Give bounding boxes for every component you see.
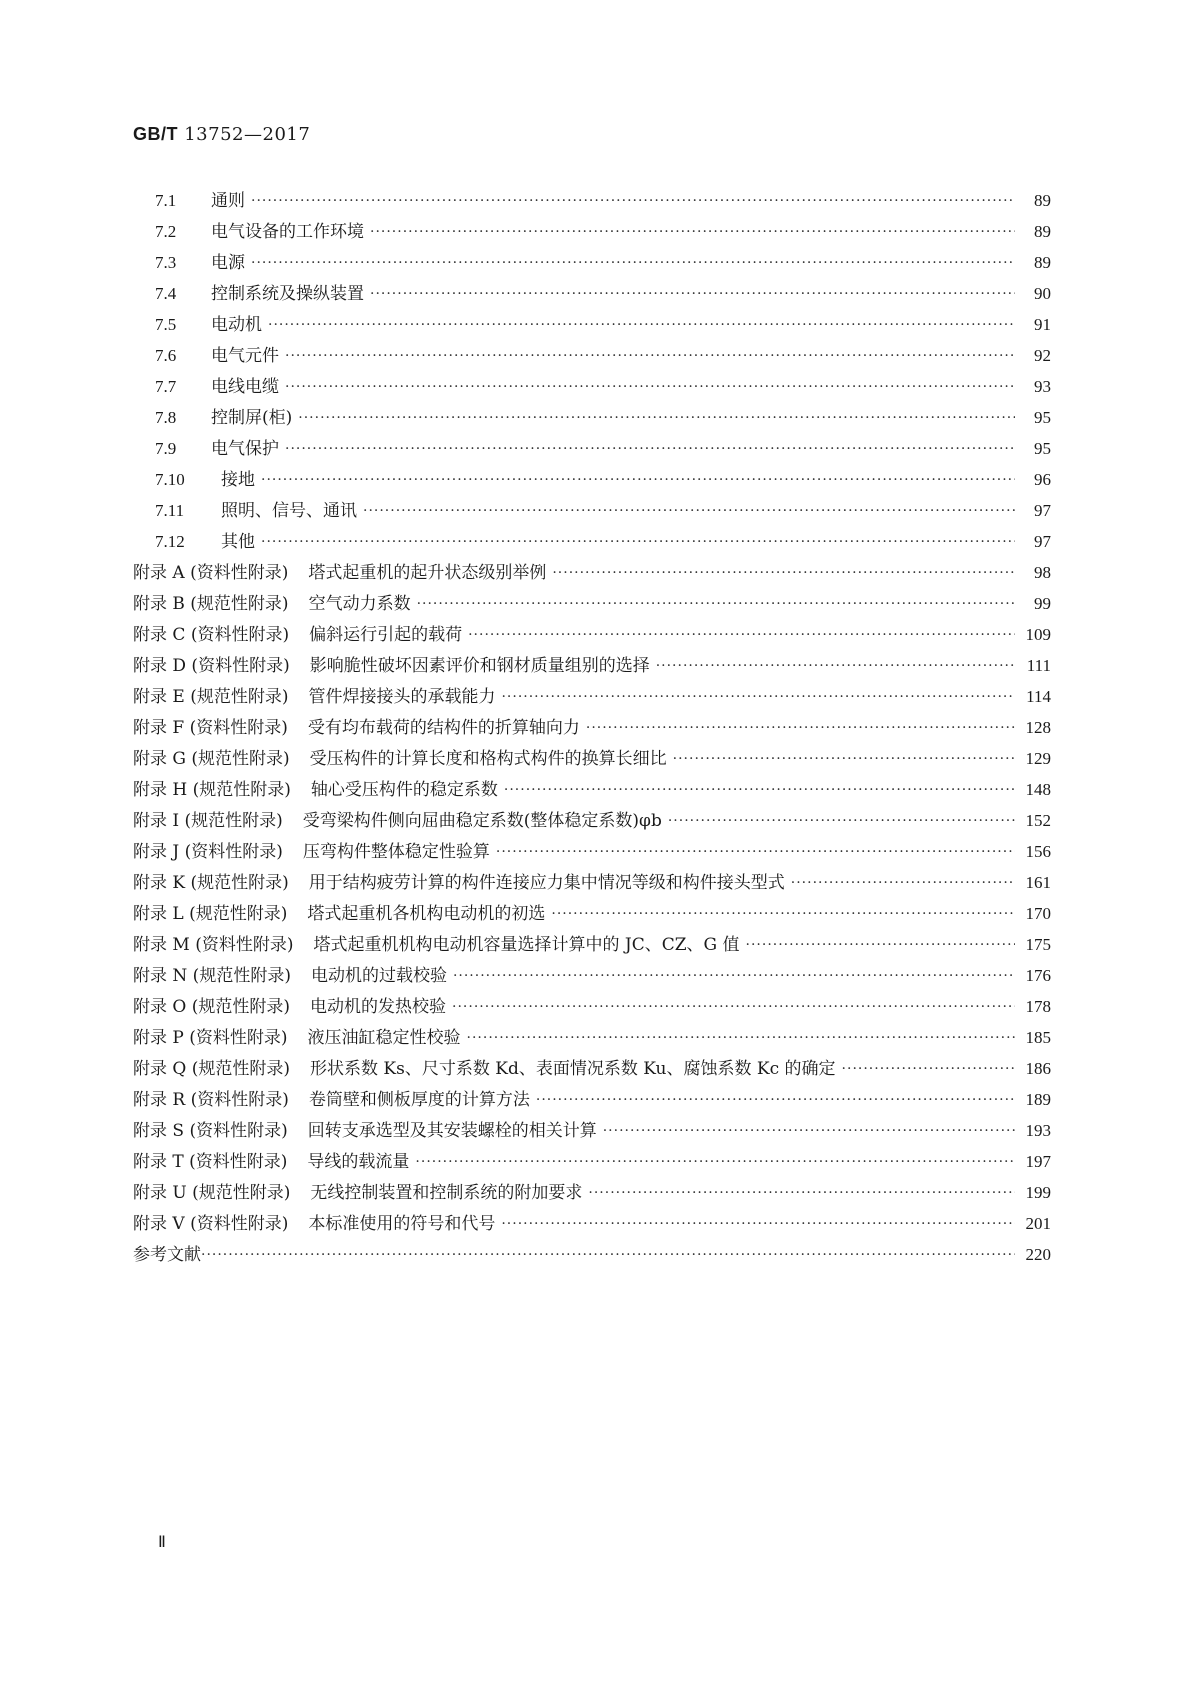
toc-appendix-entry[interactable]	[133, 769, 1051, 800]
toc-page: 176	[1025, 966, 1051, 985]
toc-title: 塔式起重机的起升状态级别举例	[308, 563, 547, 583]
dot-leader	[370, 222, 1015, 242]
dot-leader	[552, 563, 1015, 583]
appendix-label: 附录 V (资料性附录)	[133, 1214, 289, 1234]
toc-page: 197	[1025, 1152, 1051, 1171]
toc-entry[interactable]: 7.1 通则 ····· 89	[133, 180, 1051, 211]
dot-leader	[501, 1214, 1015, 1234]
dot-leader	[588, 1183, 1015, 1203]
toc-appendix-entry[interactable]	[133, 924, 1051, 955]
appendix-label: 附录 J (资料性附录)	[133, 842, 283, 862]
toc-page: 91	[1034, 315, 1051, 334]
dot-leader	[504, 780, 1015, 800]
toc-page: 185	[1025, 1028, 1051, 1047]
appendix-label: 附录 U (规范性附录)	[133, 1183, 291, 1203]
dot-leader	[673, 749, 1015, 769]
dot-leader	[251, 253, 1015, 273]
page-header	[133, 124, 310, 145]
toc-entry[interactable]: 7.12 其他 ····· 97	[133, 521, 1051, 552]
toc-page: 97	[1034, 532, 1051, 551]
toc-page: 220	[1025, 1245, 1051, 1264]
toc-entry[interactable]: 7.4 控制系统及操纵装置 ····· 90	[133, 273, 1051, 304]
appendix-label: 附录 T (资料性附录)	[133, 1152, 288, 1172]
toc-title: 导线的载流量	[307, 1152, 410, 1172]
toc-title: 轴心受压构件的稳定系数	[310, 780, 498, 800]
toc-page: 193	[1025, 1121, 1051, 1140]
dot-leader	[298, 408, 1015, 428]
toc-title: 回转支承选型及其安装螺栓的相关计算	[307, 1121, 597, 1141]
toc-appendix-entry[interactable]	[133, 676, 1051, 707]
appendix-label: 附录 D (资料性附录)	[133, 656, 290, 676]
appendix-label: 附录 P (资料性附录)	[133, 1028, 288, 1048]
appendix-label: 附录 I (规范性附录)	[133, 811, 283, 831]
toc-title: 卷筒壁和侧板厚度的计算方法	[308, 1090, 530, 1110]
dot-leader	[201, 1245, 1015, 1265]
dot-leader	[842, 1059, 1015, 1079]
appendix-label: 附录 L (规范性附录)	[133, 904, 288, 924]
toc-appendix-entry[interactable]	[133, 862, 1051, 893]
toc-appendix-entry[interactable]	[133, 583, 1051, 614]
dot-leader	[586, 718, 1015, 738]
toc-appendix-entry[interactable]	[133, 986, 1051, 1017]
toc-title: 电线电缆	[211, 377, 279, 397]
appendix-label: 附录 B (规范性附录)	[133, 594, 289, 614]
toc-appendix-entry[interactable]	[133, 1017, 1051, 1048]
dot-leader	[746, 935, 1015, 955]
toc-page: 156	[1025, 842, 1051, 861]
toc-title: 液压油缸稳定性校验	[307, 1028, 461, 1048]
toc-appendix-entry[interactable]	[133, 614, 1051, 645]
appendix-label: 附录 Q (规范性附录)	[133, 1059, 291, 1079]
appendix-label: 附录 M (资料性附录)	[133, 935, 294, 955]
toc-title: 用于结构疲劳计算的构件连接应力集中情况等级和构件接头型式	[308, 873, 785, 893]
toc-appendix-entry[interactable]	[133, 738, 1051, 769]
appendix-label: 附录 S (资料性附录)	[133, 1121, 288, 1141]
page-number: Ⅱ	[158, 1534, 166, 1551]
dot-leader	[467, 1028, 1015, 1048]
toc-title: 影响脆性破坏因素评价和钢材质量组别的选择	[309, 656, 650, 676]
toc-appendix-entry[interactable]	[133, 552, 1051, 583]
dot-leader	[536, 1090, 1015, 1110]
toc-references-entry[interactable]	[133, 1234, 1051, 1265]
dot-leader	[417, 594, 1015, 614]
toc-appendix-entry[interactable]	[133, 1203, 1051, 1234]
toc-title: 控制屏(柜)	[211, 408, 293, 428]
dot-leader	[501, 687, 1015, 707]
dot-leader	[285, 439, 1015, 459]
toc-page: 148	[1025, 780, 1051, 799]
toc-entry[interactable]: 7.3 电源 ····· 89	[133, 242, 1051, 273]
toc-title: 偏斜运行引起的载荷	[309, 625, 463, 645]
toc-appendix-entry[interactable]	[133, 707, 1051, 738]
toc-entry[interactable]: 7.11 照明、信号、通讯 ····· 97	[133, 490, 1051, 521]
toc-title: 电源	[211, 253, 245, 273]
toc-page: 109	[1025, 625, 1051, 644]
dot-leader	[415, 1152, 1015, 1172]
standard-number: 13752—2017	[184, 124, 311, 145]
toc-title: 电动机	[211, 315, 262, 335]
toc-entry[interactable]: 7.5 电动机 ····· 91	[133, 304, 1051, 335]
toc-title: 电气设备的工作环境	[211, 222, 364, 242]
appendix-label: 附录 F (资料性附录)	[133, 718, 288, 738]
toc-page: 98	[1034, 563, 1051, 582]
dot-leader	[251, 191, 1015, 211]
toc-page: 111	[1026, 656, 1051, 675]
dot-leader	[452, 997, 1015, 1017]
toc-page: 90	[1034, 284, 1051, 303]
standard-code: GB/T	[133, 124, 178, 144]
toc-page: 99	[1034, 594, 1051, 613]
toc-title: 接地	[221, 470, 255, 490]
toc-entry[interactable]: 7.7 电线电缆 ····· 93	[133, 366, 1051, 397]
appendix-label: 附录 R (资料性附录)	[133, 1090, 289, 1110]
toc-page: 95	[1034, 439, 1051, 458]
appendix-label: 附录 C (资料性附录)	[133, 625, 290, 645]
toc-page: 89	[1034, 253, 1051, 272]
toc-entry[interactable]: 7.8 控制屏(柜) ····· 95	[133, 397, 1051, 428]
toc-appendix-entry[interactable]	[133, 645, 1051, 676]
dot-leader	[363, 501, 1015, 521]
toc-page: 189	[1025, 1090, 1051, 1109]
toc-page: 97	[1034, 501, 1051, 520]
toc-page: 186	[1025, 1059, 1051, 1078]
toc-title: 参考文献	[133, 1245, 201, 1265]
dot-leader	[668, 811, 1015, 831]
toc-page: 175	[1025, 935, 1051, 954]
appendix-label: 附录 E (规范性附录)	[133, 687, 289, 707]
toc-title: 受有均布载荷的结构件的折算轴向力	[307, 718, 580, 738]
toc-page: 199	[1025, 1183, 1051, 1202]
toc-entry[interactable]: 7.9 电气保护 ····· 95	[133, 428, 1051, 459]
toc-title: 电动机的过载校验	[310, 966, 447, 986]
toc-page: 95	[1034, 408, 1051, 427]
dot-leader	[261, 470, 1015, 490]
toc-appendix-entry[interactable]	[133, 800, 1051, 831]
dot-leader	[285, 346, 1015, 366]
appendix-label: 附录 O (规范性附录)	[133, 997, 291, 1017]
toc-page: 161	[1025, 873, 1051, 892]
toc-page: 152	[1025, 811, 1051, 830]
dot-leader	[285, 377, 1015, 397]
toc-title: 管件焊接接头的承载能力	[308, 687, 496, 707]
appendix-label: 附录 G (规范性附录)	[133, 749, 290, 769]
toc-title: 电动机的发热校验	[310, 997, 447, 1017]
appendix-label: 附录 H (规范性附录)	[133, 780, 291, 800]
toc-page: 170	[1025, 904, 1051, 923]
dot-leader	[261, 532, 1015, 552]
toc-title: 通则	[211, 191, 245, 211]
toc-page: 92	[1034, 346, 1051, 365]
toc-appendix-entry[interactable]	[133, 955, 1051, 986]
dot-leader	[468, 625, 1015, 645]
toc-title: 其他	[221, 532, 255, 552]
dot-leader	[370, 284, 1015, 304]
toc-appendix-entry[interactable]	[133, 831, 1051, 862]
toc-page: 96	[1034, 470, 1051, 489]
toc-title: 塔式起重机各机构电动机的初选	[307, 904, 546, 924]
toc-appendix-entry[interactable]	[133, 1141, 1051, 1172]
toc-title: 本标准使用的符号和代号	[308, 1214, 496, 1234]
toc-title: 无线控制装置和控制系统的附加要求	[310, 1183, 583, 1203]
toc-title: 塔式起重机机构电动机容量选择计算中的 JC、CZ、G 值	[313, 935, 740, 955]
table-of-contents	[133, 180, 1051, 1265]
toc-title: 控制系统及操纵装置	[211, 284, 364, 304]
dot-leader	[551, 904, 1015, 924]
toc-page: 89	[1034, 222, 1051, 241]
dot-leader	[453, 966, 1015, 986]
dot-leader	[791, 873, 1015, 893]
toc-page: 93	[1034, 377, 1051, 396]
toc-page: 128	[1025, 718, 1051, 737]
toc-page: 89	[1034, 191, 1051, 210]
appendix-label: 附录 N (规范性附录)	[133, 966, 291, 986]
toc-title: 空气动力系数	[308, 594, 411, 614]
toc-appendix-entry[interactable]	[133, 893, 1051, 924]
toc-entry[interactable]: 7.10 接地 ····· 96	[133, 459, 1051, 490]
dot-leader	[496, 842, 1015, 862]
toc-entry[interactable]: 7.2 电气设备的工作环境 ····· 89	[133, 211, 1051, 242]
dot-leader	[656, 656, 1015, 676]
toc-title: 受弯梁构件侧向屈曲稳定系数(整体稳定系数)φb	[302, 811, 662, 831]
toc-title: 电气元件	[211, 346, 279, 366]
toc-appendix-entry[interactable]	[133, 1110, 1051, 1141]
appendix-label: 附录 A (资料性附录)	[133, 563, 289, 583]
toc-page: 201	[1025, 1214, 1051, 1233]
dot-leader	[268, 315, 1015, 335]
toc-title: 形状系数 Ks、尺寸系数 Kd、表面情况系数 Ku、腐蚀系数 Kc 的确定	[310, 1059, 836, 1079]
appendix-label: 附录 K (规范性附录)	[133, 873, 289, 893]
toc-title: 受压构件的计算长度和格构式构件的换算长细比	[309, 749, 667, 769]
toc-title: 压弯构件整体稳定性验算	[302, 842, 490, 862]
toc-title: 照明、信号、通讯	[221, 501, 357, 521]
dot-leader	[603, 1121, 1015, 1141]
toc-page: 129	[1025, 749, 1051, 768]
toc-title: 电气保护	[211, 439, 279, 459]
toc-page: 114	[1026, 687, 1051, 706]
toc-entry[interactable]: 7.6 电气元件 ····· 92	[133, 335, 1051, 366]
toc-appendix-entry[interactable]	[133, 1079, 1051, 1110]
toc-page: 178	[1025, 997, 1051, 1016]
toc-appendix-entry[interactable]	[133, 1172, 1051, 1203]
toc-appendix-entry[interactable]	[133, 1048, 1051, 1079]
